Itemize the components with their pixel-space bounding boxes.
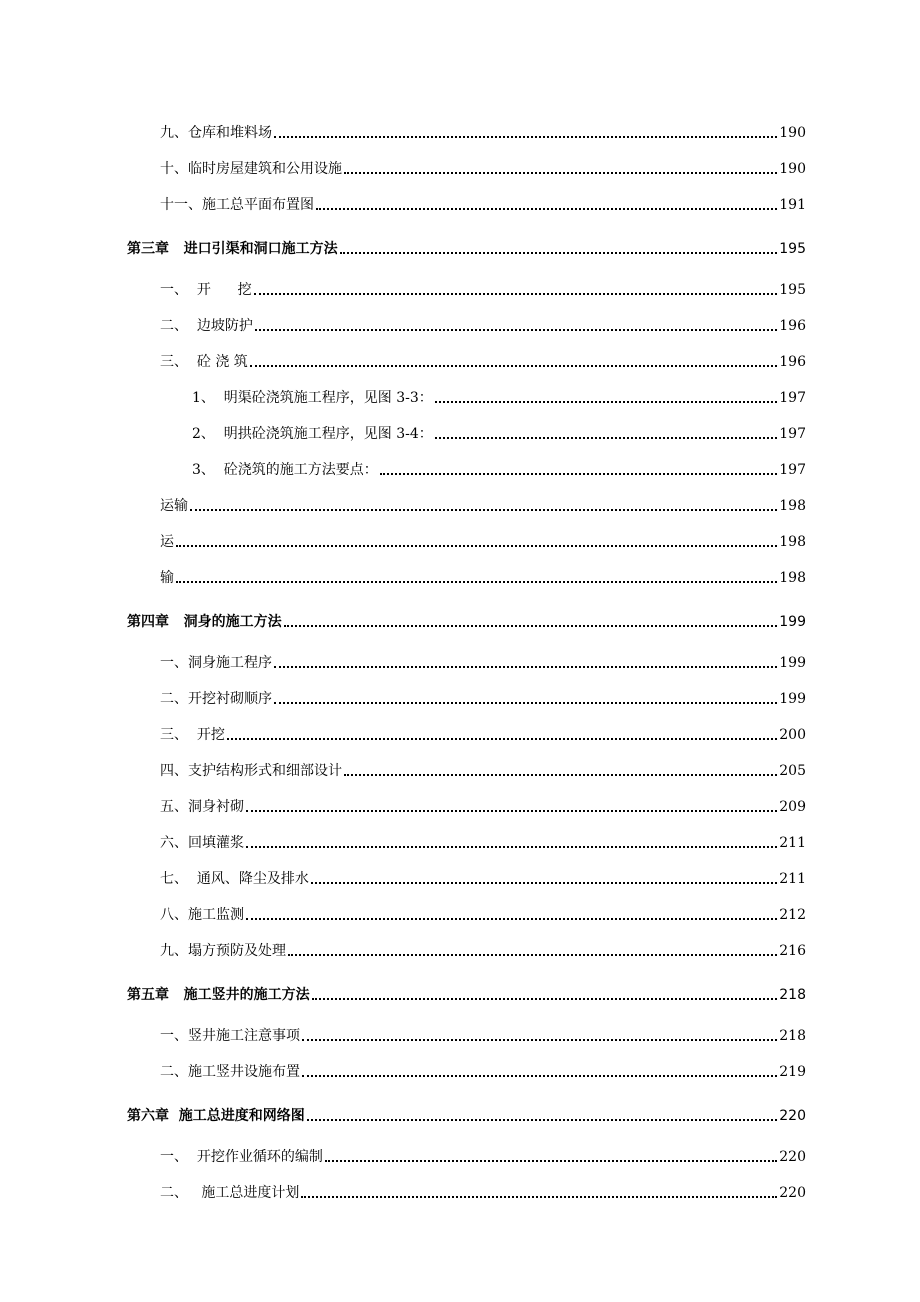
toc-entry[interactable] — [160, 686, 806, 708]
toc-subentry[interactable] — [192, 421, 806, 443]
toc-entry-page: 220 — [779, 1149, 806, 1165]
toc-entry[interactable] — [160, 349, 806, 371]
toc-entry-page: 216 — [779, 943, 806, 959]
dot-leader — [340, 252, 778, 254]
toc-chapter-title: 第四章 洞身的施工方法 — [127, 614, 282, 630]
toc-entry-page: 199 — [779, 655, 806, 671]
toc-entry-page: 195 — [779, 282, 806, 298]
toc-entry-page: 200 — [779, 727, 806, 743]
toc-chapter[interactable] — [127, 1103, 806, 1125]
toc-entry-title: 2、 明拱砼浇筑施工程序，见图 3-4： — [192, 426, 433, 442]
toc-entry-page: 198 — [779, 570, 806, 586]
toc-entry-page: 199 — [779, 614, 806, 630]
dot-leader — [227, 738, 777, 740]
toc-chapter-title: 第三章 进口引渠和洞口施工方法 — [127, 241, 338, 257]
toc-entry[interactable] — [160, 192, 806, 214]
dot-leader — [176, 581, 777, 583]
dot-leader — [246, 846, 777, 848]
dot-leader — [302, 1039, 777, 1041]
toc-entry-page: 198 — [779, 534, 806, 550]
toc-entry-page: 209 — [779, 799, 806, 815]
toc-entry-title: 二、 施工总进度计划 — [160, 1185, 300, 1201]
toc-entry-page: 197 — [779, 426, 806, 442]
dot-leader — [288, 954, 777, 956]
dot-leader — [380, 473, 777, 475]
toc-chapter[interactable] — [127, 609, 806, 631]
toc-entry-title: 七、 通风、降尘及排水 — [160, 871, 309, 887]
dot-leader — [301, 1196, 777, 1198]
dot-leader — [344, 172, 777, 174]
dot-leader — [284, 625, 778, 627]
toc-entry[interactable] — [160, 758, 806, 780]
toc-entry[interactable] — [160, 902, 806, 924]
toc-entry-page: 211 — [779, 871, 806, 887]
dot-leader — [190, 509, 777, 511]
toc-entry[interactable] — [160, 722, 806, 744]
toc-entry-page: 190 — [779, 161, 806, 177]
toc-entry-title: 输 — [160, 570, 174, 586]
toc-entry-title: 三、 开挖 — [160, 727, 225, 743]
toc-chapter-title: 第六章 施工总进度和网络图 — [127, 1108, 305, 1124]
dot-leader — [312, 998, 778, 1000]
toc-entry-title: 五、洞身衬砌 — [160, 799, 244, 815]
dot-leader — [307, 1119, 778, 1121]
dot-leader — [246, 918, 777, 920]
toc-entry[interactable] — [160, 313, 806, 335]
toc-entry-title: 六、回填灌浆 — [160, 835, 244, 851]
dot-leader — [246, 810, 777, 812]
toc-entry[interactable] — [160, 156, 806, 178]
toc-entry[interactable] — [160, 866, 806, 888]
toc-entry-page: 219 — [779, 1064, 806, 1080]
dot-leader — [254, 293, 778, 295]
toc-entry-title: 二、施工竖井设施布置 — [160, 1064, 300, 1080]
dot-leader — [311, 882, 777, 884]
dot-leader — [176, 545, 777, 547]
toc-entry-page: 211 — [779, 835, 806, 851]
toc-entry-title: 运 — [160, 534, 174, 550]
toc-entry-page: 220 — [779, 1185, 806, 1201]
toc-entry-page: 196 — [779, 318, 806, 334]
toc-entry-title: 一、 开挖作业循环的编制 — [160, 1149, 323, 1165]
toc-entry[interactable] — [160, 277, 806, 299]
toc-entry-title: 1、 明渠砼浇筑施工程序，见图 3-3： — [192, 390, 433, 406]
dot-leader — [435, 401, 777, 403]
toc-entry[interactable] — [160, 1059, 806, 1081]
toc-entry-page: 199 — [779, 691, 806, 707]
toc-entry[interactable] — [160, 529, 806, 551]
dot-leader — [302, 1075, 777, 1077]
toc-chapter-title: 第五章 施工竖井的施工方法 — [127, 987, 310, 1003]
toc-entry[interactable] — [160, 938, 806, 960]
toc-entry-title: 四、支护结构形式和细部设计 — [160, 763, 342, 779]
toc-entry[interactable] — [160, 794, 806, 816]
toc-entry-title: 一、 开 挖 — [160, 282, 252, 298]
toc-entry-title: 八、施工监测 — [160, 907, 244, 923]
dot-leader — [274, 702, 777, 704]
toc-entry-page: 218 — [779, 1028, 806, 1044]
toc-entry-title: 十、临时房屋建筑和公用设施 — [160, 161, 342, 177]
toc-entry-page: 195 — [779, 241, 806, 257]
toc-entry-title: 九、仓库和堆料场 — [160, 125, 272, 141]
dot-leader — [344, 774, 777, 776]
toc-entry-title: 九、塌方预防及处理 — [160, 943, 286, 959]
toc-entry[interactable] — [160, 650, 806, 672]
toc-subentry[interactable] — [192, 385, 806, 407]
toc-entry-page: 197 — [779, 390, 806, 406]
toc-chapter[interactable] — [127, 982, 806, 1004]
toc-entry-title: 三、 砼 浇 筑 — [160, 354, 248, 370]
toc-entry[interactable] — [160, 1180, 806, 1202]
dot-leader — [274, 666, 777, 668]
toc-entry-page: 220 — [779, 1108, 806, 1124]
toc-entry[interactable] — [160, 1023, 806, 1045]
toc-chapter[interactable] — [127, 236, 806, 258]
toc-entry[interactable] — [160, 1144, 806, 1166]
dot-leader — [250, 365, 777, 367]
toc-entry[interactable] — [160, 120, 806, 142]
toc-entry-title: 十一、施工总平面布置图 — [160, 197, 314, 213]
toc-subentry[interactable] — [192, 457, 806, 479]
toc-entry-page: 191 — [779, 197, 806, 213]
toc-entry-page: 212 — [779, 907, 806, 923]
toc-entry-title: 运输 — [160, 498, 188, 514]
toc-entry-title: 二、开挖衬砌顺序 — [160, 691, 272, 707]
toc-entry-page: 218 — [779, 987, 806, 1003]
toc-entry[interactable] — [160, 565, 806, 587]
toc-entry-page: 190 — [779, 125, 806, 141]
toc-entry[interactable] — [160, 830, 806, 852]
toc-entry-title: 一、竖井施工注意事项 — [160, 1028, 300, 1044]
toc-entry-page: 198 — [779, 498, 806, 514]
dot-leader — [316, 208, 777, 210]
toc-entry-title: 3、 砼浇筑的施工方法要点： — [192, 462, 378, 478]
toc-entry-page: 205 — [779, 763, 806, 779]
dot-leader — [255, 329, 777, 331]
dot-leader — [325, 1160, 777, 1162]
toc-entry-title: 一、洞身施工程序 — [160, 655, 272, 671]
toc-entry-page: 196 — [779, 354, 806, 370]
dot-leader — [435, 437, 777, 439]
toc-entry-title: 二、 边坡防护 — [160, 318, 253, 334]
toc-entry[interactable] — [160, 493, 806, 515]
dot-leader — [274, 136, 777, 138]
toc-entry-page: 197 — [779, 462, 806, 478]
